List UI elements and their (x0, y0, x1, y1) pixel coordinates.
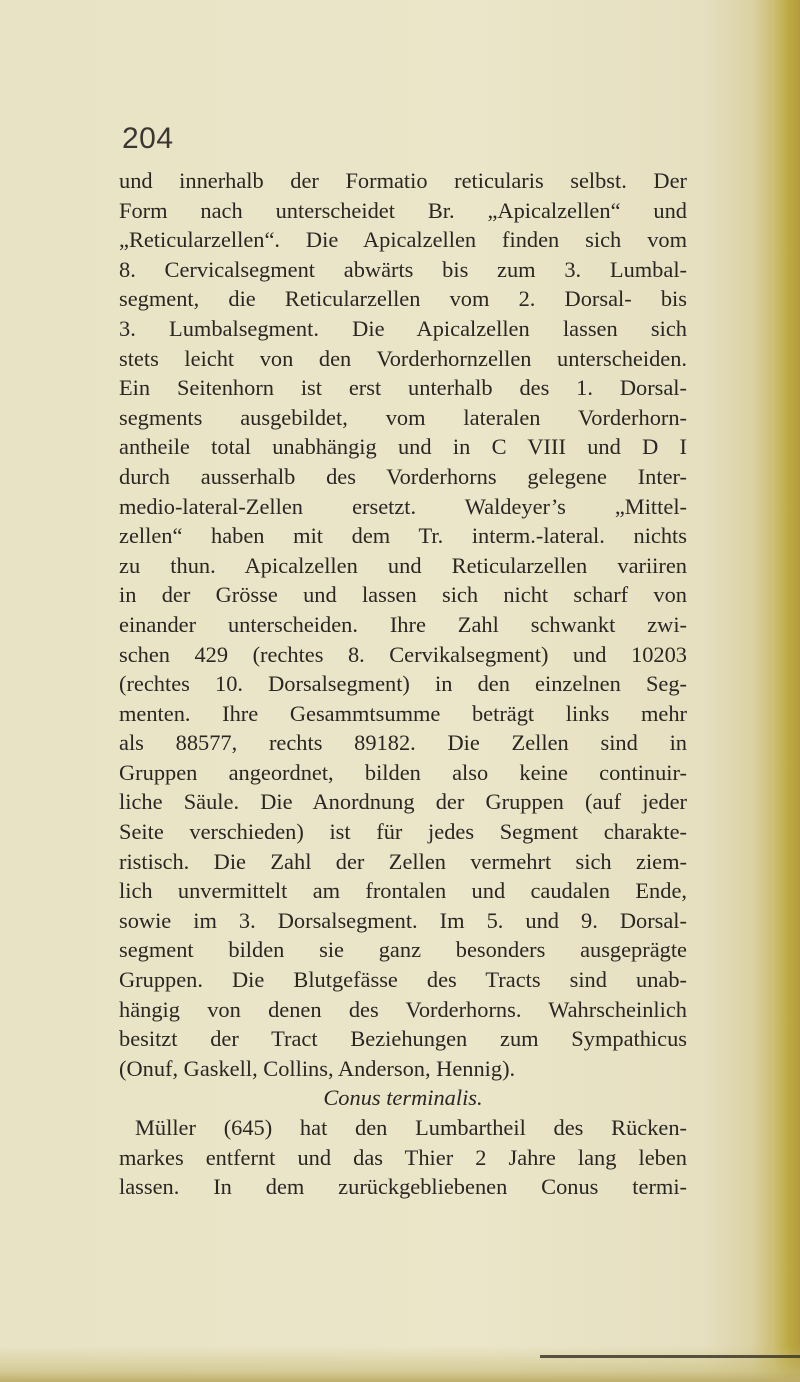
text-line: segments ausgebildet, vom lateralen Vorderhorn- (119, 404, 687, 430)
text-line: Müller (645) hat den Lumbartheil des Rücken- (135, 1115, 687, 1140)
text-line: Gruppen angeordnet, bilden also keine continuir- (119, 759, 687, 785)
text-line: besitzt der Tract Beziehungen zum Sympathicus (119, 1026, 687, 1052)
section-heading: Conus terminalis. (323, 1085, 483, 1111)
text-line: (rechtes 10. Dorsalsegment) in den einzelnen Seg- (119, 671, 687, 697)
text-line: hängig von denen des Vorderhorns. Wahrscheinlich (119, 996, 687, 1022)
text-line: zu thun. Apicalzellen und Reticularzellen variiren (119, 552, 687, 578)
page-edge-shadow (752, 0, 800, 1382)
paragraph-2 (119, 1113, 687, 1202)
bottom-rule-line (540, 1355, 800, 1358)
text-line: durch ausserhalb des Vorderhorns gelegene Inter- (119, 463, 687, 489)
text-line: menten. Ihre Gesammtsumme beträgt links mehr (119, 700, 687, 726)
body-text (119, 166, 687, 1202)
text-line: Seite verschieden) ist für jedes Segment charakte- (119, 819, 687, 845)
text-line: einander unterscheiden. Ihre Zahl schwankt zwi- (119, 611, 687, 637)
text-line: lassen. In dem zurückgebliebenen Conus termi- (119, 1174, 687, 1200)
text-line: antheile total unabhängig und in C VIII und D I (119, 434, 687, 460)
text-line: stets leicht von den Vorderhornzellen unterscheiden. (119, 345, 687, 371)
text-line: Ein Seitenhorn ist erst unterhalb des 1. Dorsal- (119, 375, 687, 401)
text-line: Form nach unterscheidet Br. „Apicalzellen“ und (119, 197, 687, 223)
text-line: sowie im 3. Dorsalsegment. Im 5. und 9. Dorsal- (119, 907, 687, 933)
text-line: 3. Lumbalsegment. Die Apicalzellen lassen sich (119, 315, 687, 341)
paragraph-1 (119, 166, 687, 1083)
text-line: schen 429 (rechtes 8. Cervikalsegment) und 10203 (119, 641, 687, 667)
text-line: in der Grösse und lassen sich nicht scharf von (119, 582, 687, 608)
text-line: 8. Cervicalsegment abwärts bis zum 3. Lumbal- (119, 256, 687, 282)
text-line: (Onuf, Gaskell, Collins, Anderson, Hennig). (119, 1055, 516, 1081)
text-line: markes entfernt und das Thier 2 Jahre lang leben (119, 1144, 687, 1170)
page-bottom-shadow (0, 1346, 800, 1382)
page-number: 204 (122, 122, 174, 155)
text-line: ristisch. Die Zahl der Zellen vermehrt sich ziem- (119, 848, 687, 874)
text-line: segment, die Reticularzellen vom 2. Dorsal- bis (119, 286, 687, 312)
text-line: lich unvermittelt am frontalen und caudalen Ende, (119, 878, 687, 904)
text-line: zellen“ haben mit dem Tr. interm.-lateral. nichts (119, 523, 687, 549)
text-line: und innerhalb der Formatio reticularis selbst. Der (119, 168, 687, 193)
text-line: medio-lateral-Zellen ersetzt. Waldeyer’s „Mittel- (119, 493, 687, 519)
text-line: segment bilden sie ganz besonders ausgeprägte (119, 937, 687, 963)
text-line: „Reticularzellen“. Die Apicalzellen finden sich vom (119, 227, 687, 253)
text-line: als 88577, rechts 89182. Die Zellen sind in (119, 730, 687, 756)
text-line: Gruppen. Die Blutgefässe des Tracts sind unab- (119, 967, 687, 993)
text-line: liche Säule. Die Anordnung der Gruppen (auf jeder (119, 789, 687, 815)
